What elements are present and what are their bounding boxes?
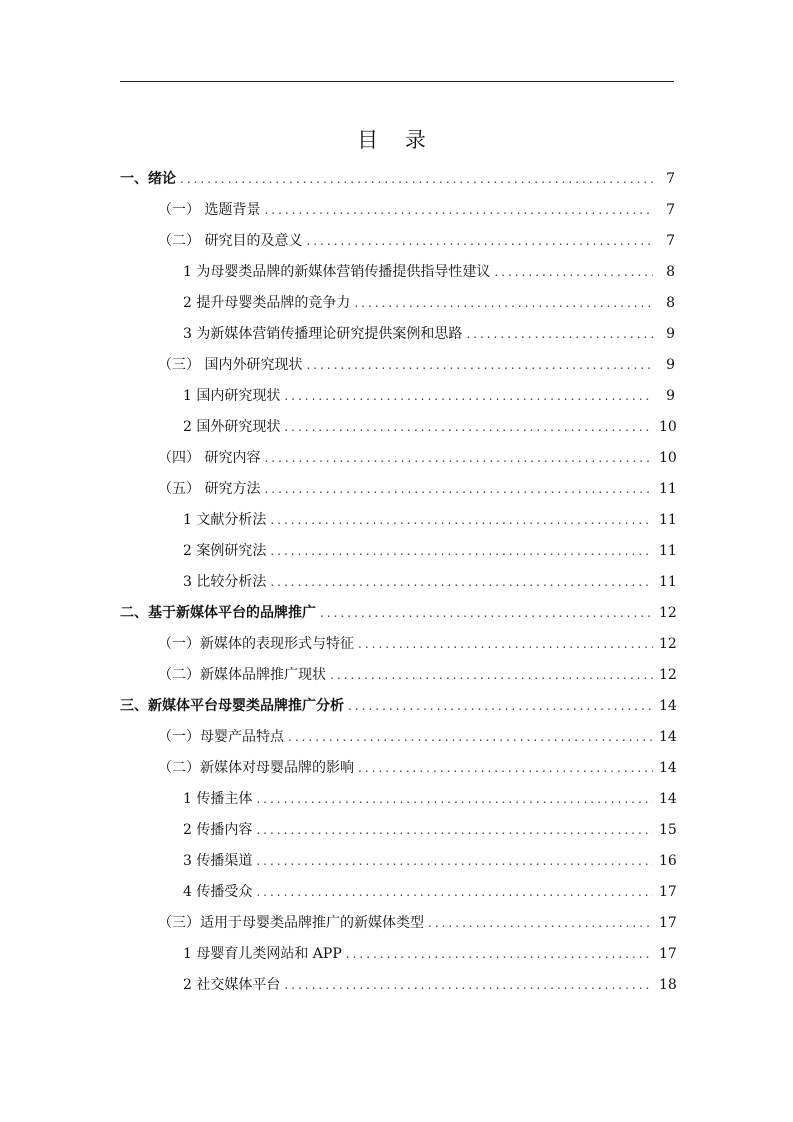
toc-entry-title: 2 提升母婴类品牌的竞争力 — [183, 295, 351, 311]
toc-entry[interactable] — [120, 447, 675, 478]
toc-entry-page-number: 12 — [659, 667, 677, 683]
toc-entry-page-number: 18 — [659, 977, 677, 993]
toc-leader-dots — [320, 602, 653, 624]
toc-entry-title: 1 国内研究现状 — [183, 388, 281, 404]
toc-leader-dots — [270, 509, 653, 531]
toc-leader-dots — [284, 416, 653, 438]
toc-entry-title: （三）适用于母婴类品牌推广的新媒体类型 — [158, 915, 424, 931]
toc-entry[interactable] — [120, 261, 675, 292]
toc-entry-title: 1 母婴育儿类网站和 APP — [183, 946, 342, 962]
toc-entry-title: 1 传播主体 — [183, 791, 253, 807]
header-rule — [120, 81, 674, 82]
toc-entry-title: （四） 研究内容 — [158, 450, 261, 466]
toc-entry-title: （二）新媒体对母婴品牌的影响 — [158, 760, 354, 776]
toc-entry-title: 2 社交媒体平台 — [183, 977, 281, 993]
toc-entry-page-number: 11 — [659, 481, 677, 497]
toc-entry[interactable] — [120, 199, 675, 230]
toc-entry-title: （三） 国内外研究现状 — [158, 357, 303, 373]
toc-entry-title: （二） 研究目的及意义 — [158, 233, 303, 249]
page-title: 目 录 — [357, 128, 436, 152]
toc-entry-page-number: 12 — [659, 605, 677, 621]
toc-entry[interactable] — [120, 168, 675, 199]
toc-entry-page-number: 10 — [659, 419, 677, 435]
toc-leader-dots — [256, 788, 653, 810]
toc-entry-title: 1 文献分析法 — [183, 512, 267, 528]
toc-entry-page-number: 17 — [659, 946, 677, 962]
toc-leader-dots — [264, 478, 653, 500]
toc-leader-dots — [306, 230, 653, 252]
toc-entry-page-number: 17 — [659, 884, 677, 900]
toc-entry[interactable] — [120, 788, 675, 819]
toc-entry-title: 二、基于新媒体平台的品牌推广 — [120, 605, 316, 621]
toc-entry[interactable] — [120, 230, 675, 261]
toc-entry[interactable] — [120, 881, 675, 912]
toc-entry[interactable] — [120, 571, 675, 602]
toc-leader-dots — [256, 819, 653, 841]
toc-entry-title: 3 为新媒体营销传播理论研究提供案例和思路 — [183, 326, 463, 342]
toc-leader-dots — [256, 850, 653, 872]
toc-entry[interactable] — [120, 602, 675, 633]
toc-entry[interactable] — [120, 540, 675, 571]
toc-entry[interactable] — [120, 416, 675, 447]
toc-leader-dots — [270, 540, 653, 562]
toc-entry-page-number: 7 — [666, 171, 675, 187]
toc-entry[interactable] — [120, 850, 675, 881]
toc-entry[interactable] — [120, 819, 675, 850]
toc-entry-page-number: 11 — [659, 512, 677, 528]
toc-leader-dots — [348, 695, 653, 717]
toc-entry-title: 三、新媒体平台母婴类品牌推广分析 — [120, 698, 344, 714]
toc-entry-page-number: 11 — [659, 574, 677, 590]
toc-entry[interactable] — [120, 633, 675, 664]
toc-leader-dots — [270, 571, 653, 593]
table-of-contents — [120, 168, 675, 1005]
toc-leader-dots — [264, 447, 653, 469]
toc-entry-page-number: 15 — [659, 822, 677, 838]
toc-entry-page-number: 8 — [666, 295, 675, 311]
toc-entry-page-number: 7 — [666, 202, 675, 218]
toc-leader-dots — [358, 757, 653, 779]
toc-entry-title: 3 比较分析法 — [183, 574, 267, 590]
toc-entry-page-number: 14 — [659, 760, 677, 776]
toc-entry[interactable] — [120, 323, 675, 354]
toc-entry-page-number: 17 — [659, 915, 677, 931]
toc-entry-title: 3 传播渠道 — [183, 853, 253, 869]
toc-entry[interactable] — [120, 912, 675, 943]
toc-entry-page-number: 10 — [659, 450, 677, 466]
toc-entry[interactable] — [120, 974, 675, 1005]
toc-entry[interactable] — [120, 695, 675, 726]
toc-leader-dots — [264, 199, 653, 221]
toc-entry-page-number: 9 — [666, 388, 675, 404]
toc-entry[interactable] — [120, 478, 675, 509]
toc-entry-page-number: 7 — [666, 233, 675, 249]
toc-entry-page-number: 11 — [659, 543, 677, 559]
toc-leader-dots — [306, 354, 653, 376]
toc-entry[interactable] — [120, 509, 675, 540]
toc-entry-title: 一、绪论 — [120, 171, 176, 187]
toc-entry-title: （二）新媒体品牌推广现状 — [158, 667, 326, 683]
toc-leader-dots — [346, 943, 653, 965]
toc-entry[interactable] — [120, 354, 675, 385]
toc-entry[interactable] — [120, 943, 675, 974]
toc-leader-dots — [428, 912, 653, 934]
toc-entry[interactable] — [120, 292, 675, 323]
toc-entry[interactable] — [120, 726, 675, 757]
toc-leader-dots — [180, 168, 653, 190]
toc-entry[interactable] — [120, 664, 675, 695]
toc-entry-title: 2 传播内容 — [183, 822, 253, 838]
toc-leader-dots — [284, 385, 653, 407]
toc-leader-dots — [466, 323, 653, 345]
toc-entry-title: （一）母婴产品特点 — [158, 729, 284, 745]
toc-entry-page-number: 14 — [659, 791, 677, 807]
toc-entry[interactable] — [120, 757, 675, 788]
toc-entry-page-number: 14 — [659, 698, 677, 714]
toc-leader-dots — [330, 664, 653, 686]
toc-entry-page-number: 9 — [666, 357, 675, 373]
toc-entry-title: （一）新媒体的表现形式与特征 — [158, 636, 354, 652]
toc-leader-dots — [256, 881, 653, 903]
toc-leader-dots — [494, 261, 653, 283]
toc-leader-dots — [288, 726, 653, 748]
toc-entry-title: 2 案例研究法 — [183, 543, 267, 559]
toc-entry-page-number: 8 — [666, 264, 675, 280]
toc-entry[interactable] — [120, 385, 675, 416]
toc-leader-dots — [354, 292, 653, 314]
toc-entry-title: 2 国外研究现状 — [183, 419, 281, 435]
toc-entry-page-number: 14 — [659, 729, 677, 745]
toc-entry-title: （一） 选题背景 — [158, 202, 261, 218]
toc-entry-title: 1 为母婴类品牌的新媒体营销传播提供指导性建议 — [183, 264, 491, 280]
toc-entry-title: （五） 研究方法 — [158, 481, 261, 497]
toc-entry-page-number: 9 — [666, 326, 675, 342]
toc-entry-page-number: 12 — [659, 636, 677, 652]
toc-leader-dots — [284, 974, 653, 996]
toc-entry-title: 4 传播受众 — [183, 884, 253, 900]
toc-leader-dots — [358, 633, 653, 655]
toc-entry-page-number: 16 — [659, 853, 677, 869]
